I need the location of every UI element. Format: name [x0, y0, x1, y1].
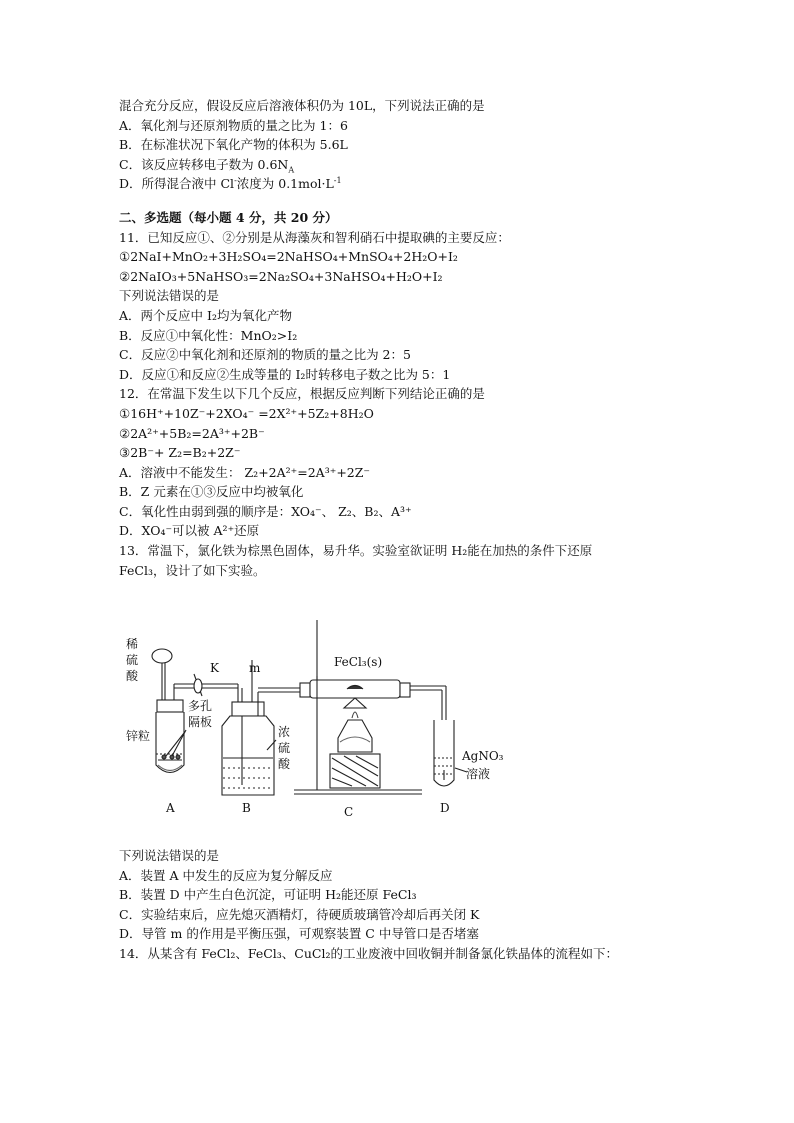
q11-option-b: B．反应①中氧化性：MnO₂>I₂ [119, 327, 298, 343]
q11-option-a: A．两个反应中 I₂均为氧化产物 [119, 307, 292, 323]
q12-option-b: B．Z 元素在①③反应中均被氧化 [119, 484, 304, 500]
q12-reaction-1: ①16H⁺+10Z⁻+2XO₄⁻ =2X²⁺+5Z₂+8H₂O [119, 405, 374, 421]
label-conc-acid-2: 硫 [278, 741, 291, 755]
label-agno3: AgNO₃ [462, 749, 504, 763]
q10-option-c: C．该反应转移电子数为 $0.6N_A$ [119, 156, 295, 175]
label-dilute-acid-3: 酸 [126, 669, 139, 683]
q13-option-d: D．导管 m 的作用是平衡压强，可观察装置 C 中导管口是否堵塞 [119, 926, 479, 942]
q11-ask: 下列说法错误的是 [119, 288, 220, 304]
label-dilute-acid-2: 硫 [126, 653, 139, 667]
q13-stem-line2: FeCl₃，设计了如下实验。 [119, 562, 266, 578]
label-c: C [344, 805, 354, 819]
label-d: D [440, 801, 450, 815]
q13-option-b: B．装置 D 中产生白色沉淀，可证明 H₂能还原 FeCl₃ [119, 887, 417, 903]
label-porous-plate-1: 多孔 [188, 699, 213, 713]
label-conc-acid-1: 浓 [278, 725, 291, 739]
q12-reaction-3: ③2B⁻+ Z₂=B₂+2Z⁻ [119, 445, 241, 461]
label-porous-plate-2: 隔板 [188, 715, 213, 729]
label-a: A [166, 801, 175, 815]
q11-option-d: D．反应①和反应②生成等量的 I₂时转移电子数之比为 5：1 [119, 366, 451, 382]
label-dilute-acid-1: 稀 [126, 637, 139, 651]
q13-option-c: C．实验结束后，应先熄灭酒精灯，待硬质玻璃管冷却后再关闭 K [119, 906, 480, 922]
label-conc-acid-3: 酸 [278, 757, 291, 771]
label-valve-k: K [210, 661, 219, 675]
q10-option-d: D．所得混合液中 Cl-浓度为 $0.1mol\cdot L^{-1}$ [119, 176, 342, 192]
section-title-multi-choice: 二、多选题（每小题 4 分，共 20 分） [119, 209, 338, 225]
q12-reaction-2: ②2A²⁺+5B₂=2A³⁺+2B⁻ [119, 425, 265, 441]
label-solution: 溶液 [466, 767, 491, 781]
label-b: B [242, 801, 251, 815]
q12-option-a: A．溶液中不能发生： Z₂+2A²⁺=2A³⁺+2Z⁻ [119, 464, 371, 480]
q10-option-b: B．在标准状况下氧化产物的体积为 5.6L [119, 137, 348, 153]
q13-option-a: A．装置 A 中发生的反应为复分解反应 [119, 867, 333, 883]
q11-reaction-1: ①2NaI+MnO₂+3H₂SO₄=2NaHSO₄+MnSO₄+2H₂O+I₂ [119, 249, 458, 265]
q12-option-d: D．XO₄⁻可以被 A²⁺还原 [119, 523, 260, 539]
question-block-upper [119, 96, 719, 580]
label-tube-m: m [249, 661, 261, 675]
label-fecl3: FeCl₃(s) [334, 655, 383, 669]
question-block-lower [119, 846, 719, 964]
apparatus-labels [122, 620, 542, 830]
q12-stem: 12．在常温下发生以下几个反应，根据反应判断下列结论正确的是 [119, 386, 485, 402]
q13-ask: 下列说法错误的是 [119, 848, 220, 863]
q10-stem: 混合充分反应，假设反应后溶液体积仍为 10L，下列说法正确的是 [119, 98, 485, 113]
q12-option-c: C．氧化性由弱到强的顺序是：XO₄⁻、 Z₂、B₂、A³⁺ [119, 503, 412, 519]
q11-option-c: C．反应②中氧化剂和还原剂的物质的量之比为 2：5 [119, 347, 411, 363]
q11-reaction-2: ②2NaIO₃+5NaHSO₃=2Na₂SO₄+3NaHSO₄+H₂O+I₂ [119, 268, 443, 284]
q13-stem-line1: 13．常温下，氯化铁为棕黑色固体，易升华。实验室欲证明 H₂能在加热的条件下还原 [119, 543, 593, 559]
label-zinc: 锌粒 [126, 729, 151, 743]
q10-option-a: A．氧化剂与还原剂物质的量之比为 1：6 [119, 117, 348, 133]
q14-stem: 14．从某含有 FeCl₂、FeCl₃、CuCl₂的工业废液中回收铜并制备氯化铁晶体的流程如下： [119, 945, 618, 961]
apparatus-figure [122, 620, 542, 830]
q11-stem: 11．已知反应①、②分别是从海藻灰和智利硝石中提取碘的主要反应： [119, 229, 510, 245]
